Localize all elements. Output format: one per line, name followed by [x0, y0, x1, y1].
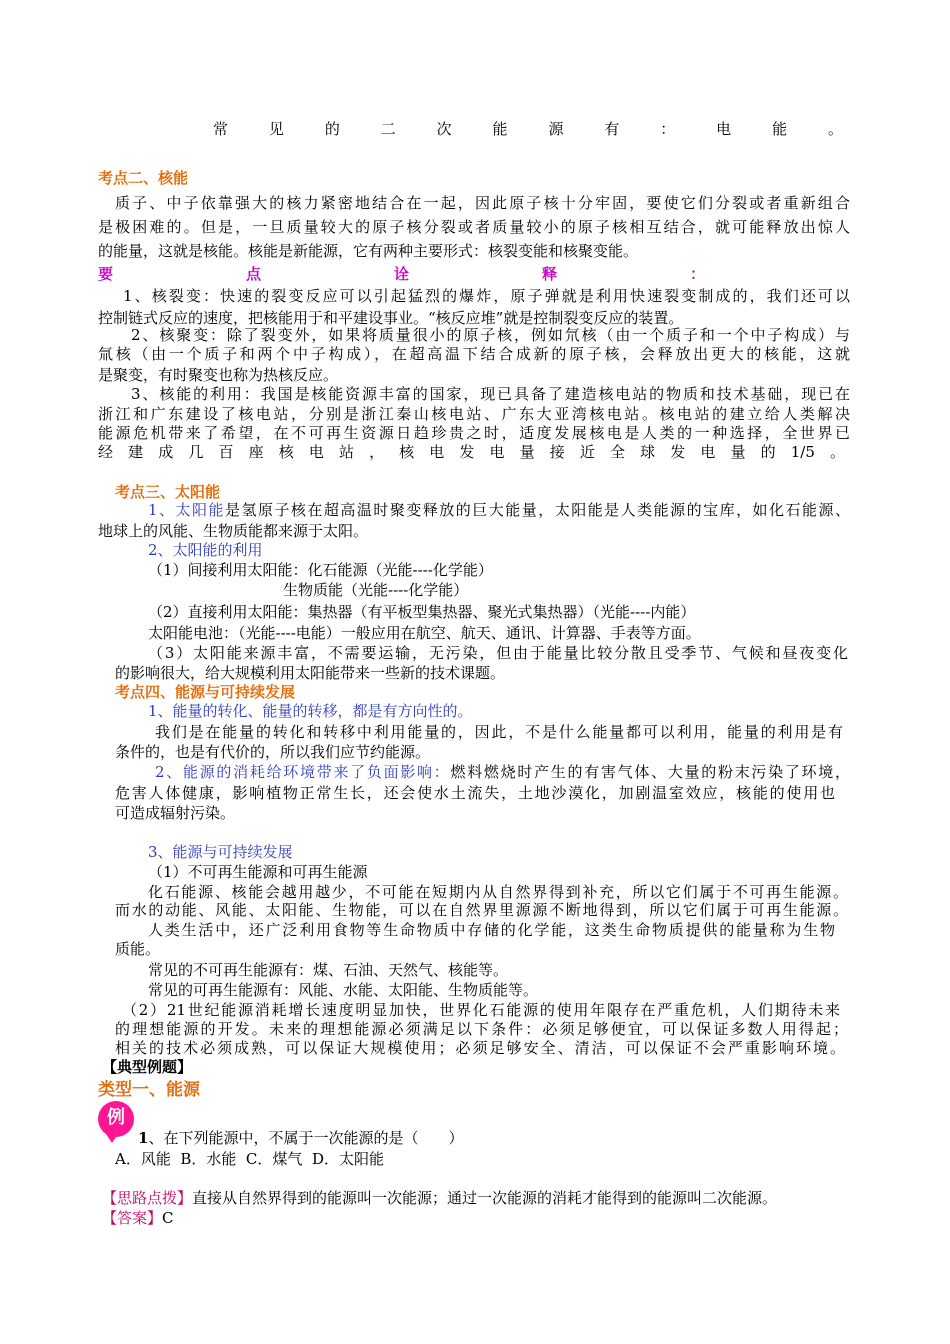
text-line: 而水的动能、风能、太阳能、生物能，可以在自然界里源源不断地得到，所以它们属于可再生能源。	[115, 901, 848, 919]
text-line: 生物质能（光能----化学能）	[283, 581, 469, 599]
section-heading-solar: 考点三、太阳能	[115, 483, 221, 501]
text-line: （3）太阳能来源丰富，不需要运输，无污染，但由于能量比较分散且受季节、气候和昼夜变化	[148, 644, 848, 662]
question-options: A．风能 B．水能 C．煤气 D．太阳能	[115, 1150, 384, 1168]
text-line: 危害人体健康，影响植物正常生长，还会使水土流失，土地沙漠化，加剧温室效应，核能的使用也	[115, 784, 835, 802]
solar-definition: 是氢原子核在超高温时聚变释放的巨大能量，太阳能是人类能源的宝库，如化石能源、	[224, 501, 850, 519]
section-heading-nuclear: 考点二、核能	[98, 169, 189, 187]
subheading: 3、能源与可持续发展	[148, 843, 293, 861]
hint-label: 【思路点拨】	[102, 1189, 193, 1207]
text-line: 能源危机带来了希望，在不可再生资源日趋珍贵之时，适度发展核电是人类的一种选择，全世界已	[98, 424, 850, 442]
impact-term: 2、能源的消耗给环境带来了负面影响：	[155, 763, 451, 781]
hint-text: 直接从自然界得到的能源叫一次能源；通过一次能源的消耗才能得到的能源叫二次能源。	[192, 1189, 778, 1207]
text-line: （1）间接利用太阳能：化石能源（光能----化学能）	[148, 561, 493, 579]
text-line: 质能。	[115, 940, 161, 958]
text-line: 2、核聚变：除了裂变外，如果将质量很小的原子核，例如氘核（由一个质子和一个中子构成）与	[131, 326, 850, 344]
question-number: 1	[138, 1129, 149, 1147]
text-line: 相关的技术必须成熟，可以保证大规模使用；必须足够安全、清洁，可以保证不会严重影响环境。	[115, 1039, 845, 1057]
text-line: （1）不可再生能源和可再生能源	[148, 863, 368, 881]
text-line: 经建成几百座核电站，核电发电量接近全球发电量的1/5。	[98, 443, 845, 461]
question-text: 、在下列能源中，不属于一次能源的是（ ）	[148, 1129, 464, 1147]
text-line: 的理想能源的开发。未来的理想能源必须满足以下条件：必须足够便宜，可以保证多数人用得起；	[115, 1020, 848, 1038]
text-line: （2）直接利用太阳能：集热器（有平板型集热器、聚光式集热器）（光能----内能）	[148, 603, 696, 621]
answer-value: C	[162, 1209, 174, 1227]
text-line: 可造成辐射污染。	[115, 804, 236, 822]
impact-text: 燃料燃烧时产生的有害气体、大量的粉末污染了环境，	[450, 763, 850, 781]
key-points-heading: 要点诠释：	[98, 265, 705, 283]
text-line: 3、核能的利用：我国是核能资源丰富的国家，现已具备了建造核电站的物质和技术基础，现已在	[131, 385, 850, 403]
text-line: 地球上的风能、生物质能都来源于太阳。	[98, 522, 369, 540]
text-line: 化石能源、核能会越用越少，不可能在短期内从自然界得到补充，所以它们属于不可再生能源。	[148, 883, 848, 901]
text-line: 浙江和广东建设了核电站，分别是浙江秦山核电站、广东大亚湾核电站。核电站的建立给人类解决	[98, 405, 850, 423]
text-line: 太阳能电池：（光能----电能）一般应用在航空、航天、通讯、计算器、手表等方面。	[148, 624, 701, 642]
answer-label: 【答案】	[102, 1209, 163, 1227]
hint-line	[102, 1188, 854, 1209]
text-line	[148, 500, 850, 521]
text-line: 常见的二次能源有：电能。	[213, 120, 843, 138]
question-1	[138, 1128, 890, 1149]
text-line: 人类生活中，还广泛利用食物等生命物质中存储的化学能，这类生命物质提供的能量称为生物	[148, 921, 835, 939]
solar-term: 1、太阳能	[148, 501, 225, 519]
text-line: （2）21世纪能源消耗增长速度明显加快，世界化石能源的使用年限存在严重危机，人们期待未来	[122, 1001, 840, 1019]
example-badge: 例	[98, 1101, 134, 1137]
text-line	[155, 762, 850, 783]
subheading: 2、太阳能的利用	[148, 541, 263, 559]
text-line: 常见的不可再生能源有：煤、石油、天然气、核能等。	[148, 961, 509, 979]
text-line: 氚核（由一个质子和两个中子构成），在超高温下结合成新的原子核，会释放出更大的核能，这就	[98, 345, 850, 363]
text-line: 的影响很大，给大规模利用太阳能带来一些新的技术课题。	[115, 664, 506, 682]
answer-line	[102, 1208, 854, 1229]
text-line: 条件的，也是有代价的，所以我们应节约能源。	[115, 743, 431, 761]
text-line: 是聚变，有时聚变也称为热核反应。	[98, 366, 339, 384]
text-line: 1、核裂变：快速的裂变反应可以引起猛烈的爆炸，原子弹就是利用快速裂变制成的，我们还可以	[123, 287, 850, 305]
text-line: 质子、中子依靠强大的核力紧密地结合在一起，因此原子核十分牢固，要使它们分裂或者重新组合	[115, 194, 850, 212]
text-line: 常见的可再生能源有：风能、水能、太阳能、生物质能等。	[148, 981, 539, 999]
text-line: 的能量，这就是核能。核能是新能源，它有两种主要形式：核裂变能和核聚变能。	[98, 242, 639, 260]
subheading: 1、能量的转化、能量的转移，都是有方向性的。	[148, 702, 473, 720]
section-heading-sustainability: 考点四、能源与可持续发展	[115, 683, 296, 701]
text-line: 是极困难的。但是，一旦质量较大的原子核分裂或者质量较小的原子核相互结合，就可能释放出惊人	[98, 218, 850, 236]
examples-heading: 【典型例题】	[102, 1058, 193, 1076]
text-line: 控制链式反应的速度，把核能用于和平建设事业。“核反应堆”就是控制裂变反应的装置。	[98, 309, 684, 327]
type-heading: 类型一、能源	[98, 1080, 200, 1100]
text-line: 我们是在能量的转化和转移中利用能量的，因此，不是什么能量都可以利用，能量的利用是有	[155, 723, 843, 741]
